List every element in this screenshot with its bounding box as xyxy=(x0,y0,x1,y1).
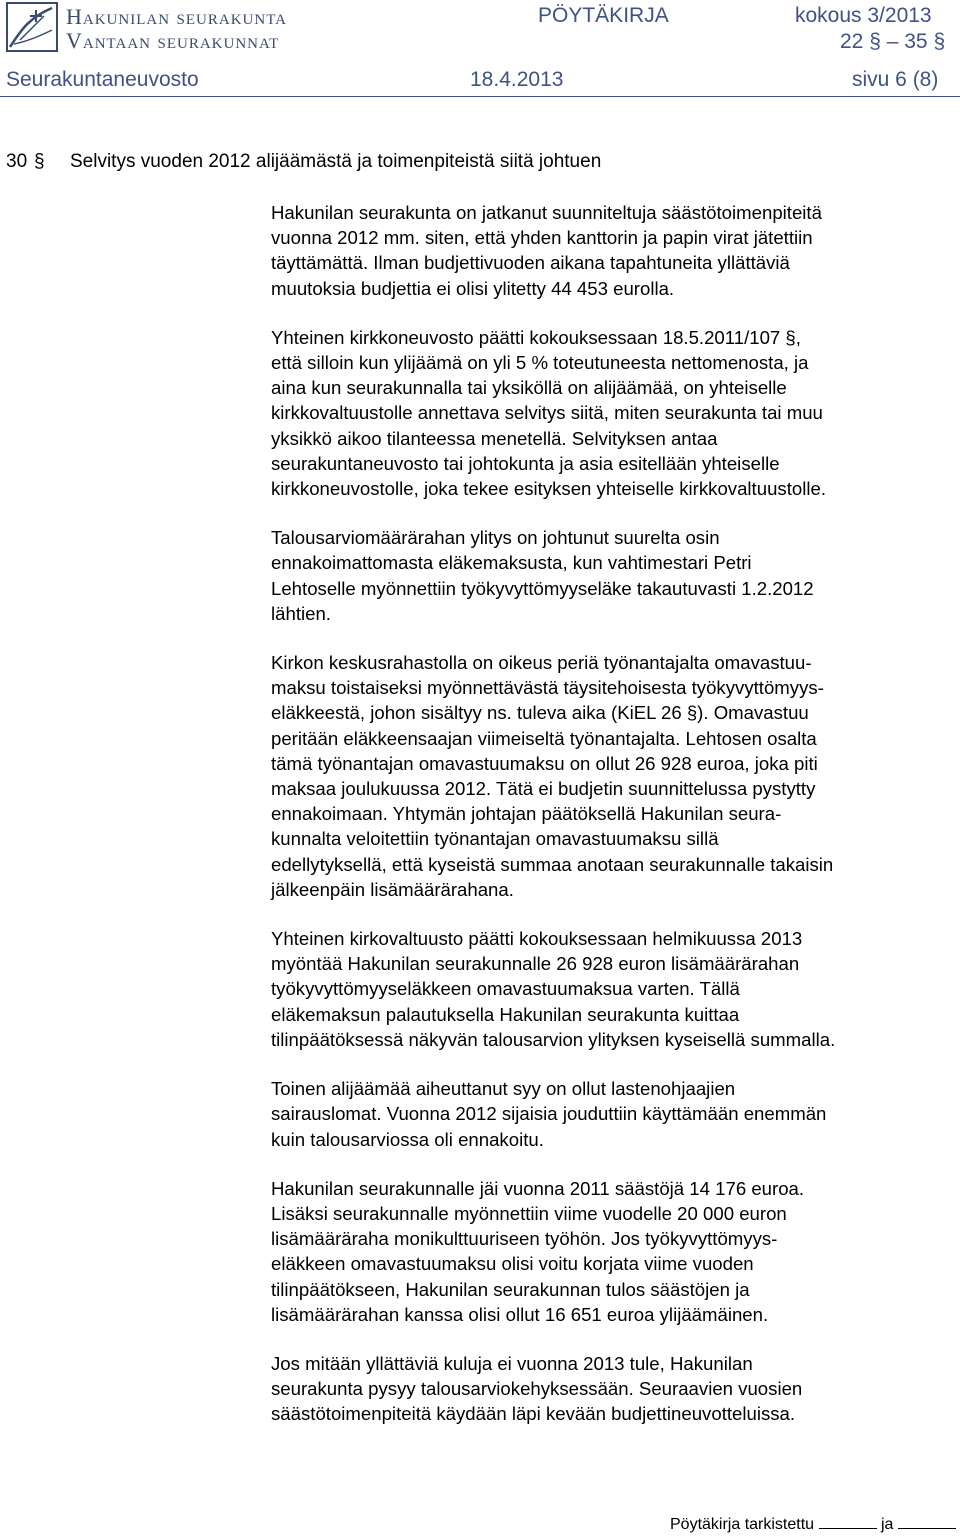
text-line: Jos mitään yllättäviä kuluja ei vuonna 2013 tule, Hakunilan xyxy=(271,1352,753,1374)
document-type: PÖYTÄKIRJA xyxy=(538,4,669,27)
paragraph xyxy=(271,650,955,902)
text-line: vuonna 2012 mm. siten, että yhden kanttorin ja papin virat jätettiin xyxy=(271,227,813,249)
text-line: eläkkeen omavastuumaksu olisi voitu korjata viime vuoden xyxy=(271,1253,754,1275)
header-divider xyxy=(0,96,960,97)
text-line: seurakuntaneuvosto tai johtokunta ja asia esitellään yhteiselle xyxy=(271,452,780,474)
page-number: sivu 6 (8) xyxy=(852,68,939,91)
paragraph xyxy=(271,1176,955,1327)
text-line: lähtien. xyxy=(271,602,331,624)
section-title: Selvitys vuoden 2012 alijäämästä ja toimenpiteistä siitä johtuen xyxy=(70,151,602,172)
meeting-date: 18.4.2013 xyxy=(470,68,564,91)
paragraph xyxy=(271,325,955,501)
text-line: tilinpäätöksessä näkyvän talousarvion ylityksen kyseisellä summalla. xyxy=(271,1028,836,1050)
text-line: Lehtoselle myönnettiin työkyvyttömyyseläke takautuvasti 1.2.2012 xyxy=(271,577,814,599)
organization-parent-name: Vantaan seurakunnat xyxy=(66,28,280,53)
text-line: seurakunta pysyy talousarviokehyksessään. Seuraavien vuosien xyxy=(271,1378,803,1400)
text-line: Talousarviomäärärahan ylitys on johtunut suurelta osin xyxy=(271,527,720,549)
text-line: kuin talousarviossa oli ennakoitu. xyxy=(271,1128,544,1150)
text-line: maksu toistaiseksi myönnettävästä täysitehoisesta työkyvyttömyys- xyxy=(271,677,824,699)
organization-name: Hakunilan seurakunta xyxy=(66,4,288,29)
section-end: 35 xyxy=(904,30,928,53)
paragraph xyxy=(271,1351,955,1427)
signature-line xyxy=(898,1528,956,1529)
governing-body: Seurakuntaneuvosto xyxy=(6,68,199,91)
text-line: säästötoimenpiteitä käydään läpi kevään budjettineuvotteluissa. xyxy=(271,1403,796,1425)
body-text xyxy=(271,200,955,1451)
section-range: 22 § – 35 § xyxy=(840,30,946,53)
text-line: kirkkovaltuustolle annettava selvitys siitä, miten seurakunta tai muu xyxy=(271,402,823,424)
text-line: sairauslomat. Vuonna 2012 sijaisia jouduttiin käyttämään enemmän xyxy=(271,1103,827,1125)
text-line: Yhteinen kirkkoneuvosto päätti kokouksessaan 18.5.2011/107 §, xyxy=(271,326,801,348)
text-line: ennakoimaan. Yhtymän johtajan päätöksellä Hakunilan seura- xyxy=(271,803,782,825)
church-emblem-icon xyxy=(6,2,58,52)
paragraph xyxy=(271,525,955,626)
text-line: täyttämättä. Ilman budjettivuoden aikana tapahtuneita yllättäviä xyxy=(271,252,790,274)
text-line: edellytyksellä, että kyseistä summaa anotaan seurakunnalle takaisin xyxy=(271,853,834,875)
section-symbol: § xyxy=(933,30,946,53)
paragraph xyxy=(271,200,955,301)
text-line: myöntää Hakunilan seurakunnalle 26 928 euron lisämäärärahan xyxy=(271,953,800,975)
text-line: muutoksia budjettia ei olisi ylitetty 44 453 eurolla. xyxy=(271,277,675,299)
text-line: työkyvyttömyyseläkkeen omavastuumaksua varten. Tällä xyxy=(271,978,740,1000)
text-line: jälkeenpäin lisämäärärahana. xyxy=(271,878,514,900)
footer-and-label: ja xyxy=(880,1516,894,1533)
text-line: Yhteinen kirkovaltuusto päätti kokouksessaan helmikuussa 2013 xyxy=(271,928,803,950)
text-line: Hakunilan seurakunta on jatkanut suunniteltuja säästötoimenpiteitä xyxy=(271,202,822,223)
text-line: peritään eläkkeensaajan viimeiseltä työnantajalta. Lehtosen osalta xyxy=(271,727,817,749)
text-line: ennakoimattomasta eläkemaksusta, kun vahtimestari Petri xyxy=(271,552,752,574)
text-line: lisämäärärahan kanssa olisi ollut 16 651 euroa ylijäämäinen. xyxy=(271,1303,769,1325)
text-line: Lisäksi seurakunnalle myönnettiin viime vuodelle 20 000 euron xyxy=(271,1202,787,1224)
footer-signature xyxy=(670,1516,956,1534)
text-line: yksikkö aikoo tilanteessa menetellä. Selvityksen antaa xyxy=(271,427,718,449)
footer-checked-label: Pöytäkirja tarkistettu xyxy=(670,1516,815,1533)
paragraph xyxy=(271,926,955,1052)
section-symbol: § xyxy=(869,30,881,53)
signature-line xyxy=(819,1528,877,1529)
text-line: Kirkon keskusrahastolla on oikeus periä työnantajalta omavastuu- xyxy=(271,652,812,674)
text-line: aina kun seurakunnalla tai yksiköllä on alijäämää, on yhteiselle xyxy=(271,377,787,399)
text-line: eläkemaksun palautuksella Hakunilan seurakunta kuittaa xyxy=(271,1003,740,1025)
section-start: 22 xyxy=(840,30,864,53)
text-line: Hakunilan seurakunnalle jäi vuonna 2011 säästöjä 14 176 euroa. xyxy=(271,1177,805,1199)
section-heading xyxy=(6,150,601,175)
text-line: tilinpäätökseen, Hakunilan seurakunnan tulos säästöjen ja xyxy=(271,1278,750,1300)
text-line: tämä työnantajan omavastuumaksu on ollut 26 928 euroa, joka piti xyxy=(271,752,818,774)
text-line: kirkkoneuvostolle, joka tekee esityksen yhteiselle kirkkovaltuustolle. xyxy=(271,478,826,500)
section-symbol: § xyxy=(34,151,45,172)
text-line: eläkkeestä, johon sisältyy ns. tuleva aika (KiEL 26 §). Omavastuu xyxy=(271,702,809,724)
meeting-number: kokous 3/2013 xyxy=(795,4,932,27)
text-line: kunnalta veloitettiin työnantajan omavastuumaksu sillä xyxy=(271,828,719,850)
text-line: että silloin kun ylijäämä on yli 5 % toteutuneesta nettomenosta, ja xyxy=(271,352,809,374)
text-line: lisämääräraha monikulttuuriseen työhön. Jos työkyvyttömyys- xyxy=(271,1228,778,1250)
text-line: Toinen alijäämää aiheuttanut syy on ollut lastenohjaajien xyxy=(271,1078,736,1100)
paragraph xyxy=(271,1076,955,1152)
text-line: maksaa joulukuussa 2012. Tätä ei budjetin suunnittelussa pystytty xyxy=(271,778,816,800)
section-number: 30 xyxy=(6,151,28,172)
